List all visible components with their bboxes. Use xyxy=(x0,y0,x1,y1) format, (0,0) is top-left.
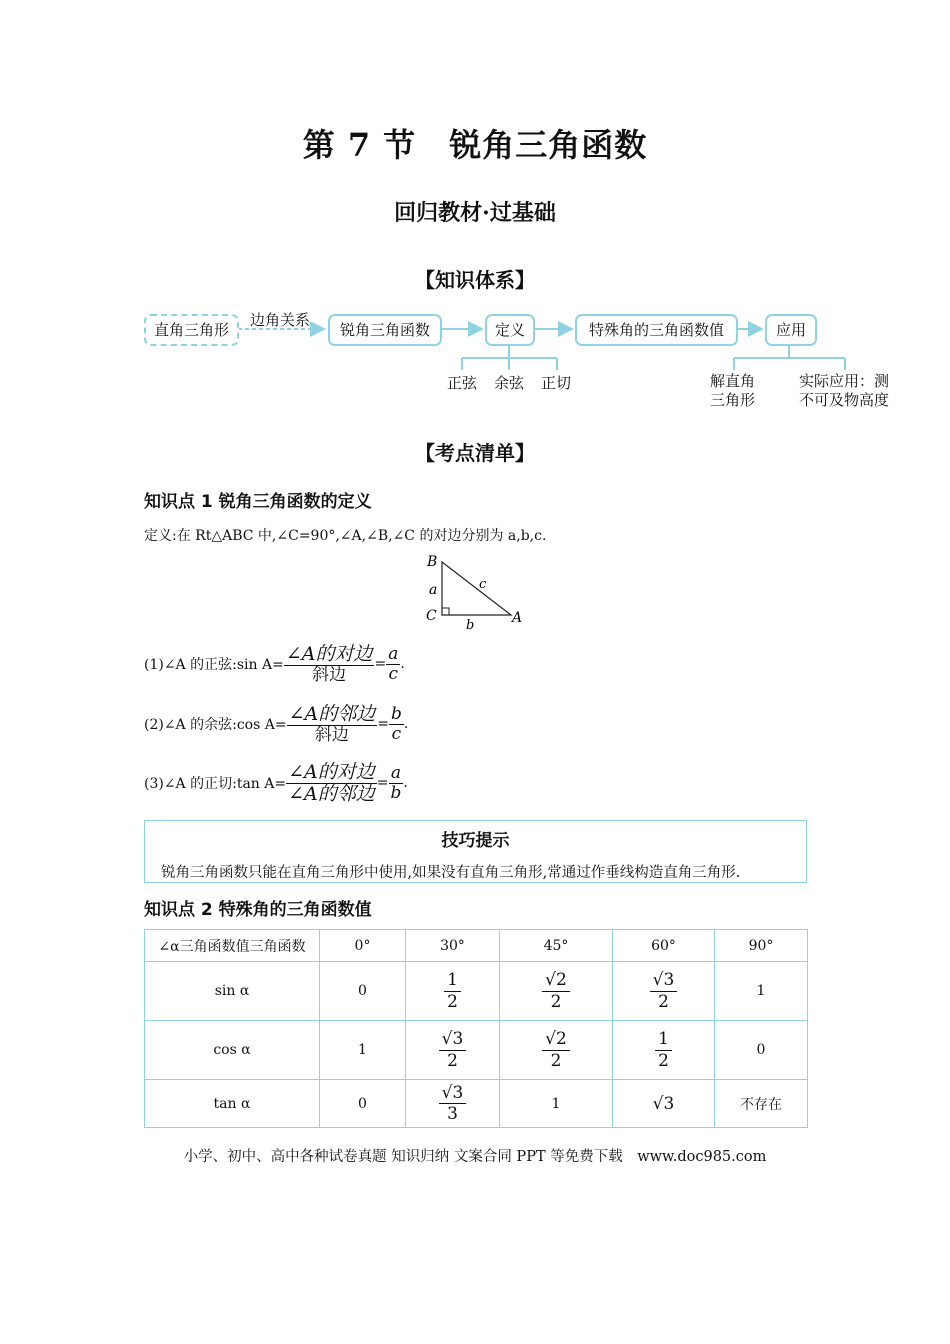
denominator: 2 xyxy=(447,991,458,1012)
leaf-line: 实际应用：测 xyxy=(799,372,890,390)
page-subtitle: 回归教材·过基础 xyxy=(394,200,556,226)
equals: = xyxy=(377,716,389,733)
numerator: ∠A的邻边 xyxy=(288,703,376,725)
label-A: A xyxy=(512,610,523,626)
node-acute-trig-functions: 锐角三角函数 xyxy=(328,314,442,346)
label-B: B xyxy=(427,554,438,570)
value-cell: 1 xyxy=(715,962,808,1021)
fraction xyxy=(386,645,400,683)
table-row-cos xyxy=(145,1021,808,1080)
denominator: 2 xyxy=(550,1050,562,1071)
value-cell: 1 xyxy=(320,1021,406,1080)
value-cell: 0 xyxy=(715,1021,808,1080)
numerator: √2 xyxy=(542,1029,570,1050)
denominator: 斜边 xyxy=(312,664,347,685)
special-angle-table xyxy=(144,929,808,1128)
formula-prefix: (3)∠A 的正切:tan A= xyxy=(144,776,287,793)
leaf-sine: 正弦 xyxy=(447,374,478,392)
denominator: 2 xyxy=(658,991,669,1012)
label-b: b xyxy=(466,618,475,632)
page-footer: 小学、初中、高中各种试卷真题 知识归纳 文案合同 PPT 等免费下载 www.doc985.com xyxy=(183,1149,767,1165)
table-corner-cell: ∠α三角函数值三角函数 xyxy=(145,930,320,962)
node-definition: 定义 xyxy=(485,314,535,346)
fraction xyxy=(389,705,404,743)
checklist-heading: 【考点清单】 xyxy=(415,441,535,465)
numerator: 1 xyxy=(655,1029,672,1050)
denominator: b xyxy=(390,782,402,803)
leaf-line: 解直角 xyxy=(710,372,756,390)
table-row-tan xyxy=(145,1080,808,1128)
fraction xyxy=(287,704,378,745)
tip-title: 技巧提示 xyxy=(441,831,510,851)
value-cell: 1 xyxy=(500,1080,613,1128)
leaf-solve-right-triangle xyxy=(710,372,755,410)
value-cell xyxy=(406,962,500,1021)
table-header-row xyxy=(145,930,808,962)
label-C: C xyxy=(426,608,437,624)
equals: = xyxy=(374,656,387,673)
tip-box xyxy=(144,820,807,883)
leaf-line: 不可及物高度 xyxy=(799,391,890,409)
denominator: ∠A的邻边 xyxy=(288,782,375,805)
edge-label-side-angle: 边角关系 xyxy=(250,311,311,329)
table-row-sin xyxy=(145,962,808,1021)
kp1-definition: 定义:在 Rt△ABC 中,∠C=90°,∠A,∠B,∠C 的对边分别为 a,b,c. xyxy=(144,528,547,544)
value-cell: √3 xyxy=(613,1080,715,1128)
function-name-cell: cos α xyxy=(145,1021,320,1080)
numerator: √3 xyxy=(650,970,678,991)
period: . xyxy=(400,656,405,673)
value-cell: 不存在 xyxy=(715,1080,808,1128)
function-name-cell: tan α xyxy=(145,1080,320,1128)
function-name-cell: sin α xyxy=(145,962,320,1021)
numerator: √3 xyxy=(439,1029,467,1050)
value-cell: 0 xyxy=(320,1080,406,1128)
period: . xyxy=(403,775,408,792)
denominator: c xyxy=(388,663,399,684)
equals: = xyxy=(376,775,389,792)
formula-prefix: (1)∠A 的正弦:sin A= xyxy=(144,657,284,674)
page-title: 第 7 节 锐角三角函数 xyxy=(302,126,648,164)
numerator: √3 xyxy=(439,1083,467,1104)
kp1-title: 知识点 1 锐角三角函数的定义 xyxy=(144,492,372,512)
value-cell xyxy=(406,1080,500,1128)
numerator: 1 xyxy=(444,970,461,991)
label-a: a xyxy=(429,582,438,598)
numerator: b xyxy=(390,704,402,725)
period: . xyxy=(403,716,409,733)
angle-header: 45° xyxy=(500,930,613,962)
kp2-title: 知识点 2 特殊角的三角函数值 xyxy=(144,900,372,920)
value-cell xyxy=(613,962,715,1021)
denominator: 斜边 xyxy=(314,724,349,745)
fraction xyxy=(389,764,404,802)
numerator: a xyxy=(390,763,402,784)
fraction xyxy=(284,644,375,685)
angle-header: 30° xyxy=(406,930,500,962)
formula-prefix: (2)∠A 的余弦:cos A= xyxy=(144,717,287,734)
denominator: 2 xyxy=(658,1050,669,1071)
node-right-triangle: 直角三角形 xyxy=(144,314,239,346)
numerator: ∠A的对边 xyxy=(285,643,373,665)
value-cell xyxy=(500,962,613,1021)
denominator: c xyxy=(391,723,402,744)
denominator: 2 xyxy=(550,991,562,1012)
leaf-cosine: 余弦 xyxy=(494,374,525,392)
angle-header: 0° xyxy=(320,930,406,962)
leaf-tangent: 正切 xyxy=(541,374,572,392)
knowledge-system-heading: 【知识体系】 xyxy=(415,268,535,292)
numerator: a xyxy=(388,644,399,665)
value-cell: 0 xyxy=(320,962,406,1021)
formula-cosine xyxy=(144,704,408,745)
leaf-practical-application xyxy=(799,372,889,410)
formula-sine xyxy=(144,644,405,685)
tip-body: 锐角三角函数只能在直角三角形中使用,如果没有直角三角形,常通过作垂线构造直角三角形. xyxy=(161,865,741,881)
node-special-angle-values: 特殊角的三角函数值 xyxy=(575,314,738,346)
numerator: √2 xyxy=(542,970,570,991)
leaf-line: 三角形 xyxy=(710,391,756,409)
right-triangle-figure xyxy=(420,552,530,632)
numerator: ∠A的对边 xyxy=(288,761,375,783)
angle-header: 90° xyxy=(715,930,808,962)
label-c: c xyxy=(479,577,487,592)
fraction xyxy=(286,762,377,805)
angle-header: 60° xyxy=(613,930,715,962)
value-cell xyxy=(500,1021,613,1080)
denominator: 2 xyxy=(447,1050,458,1071)
value-cell xyxy=(613,1021,715,1080)
denominator: 3 xyxy=(447,1104,458,1124)
node-application: 应用 xyxy=(765,314,817,346)
value-cell xyxy=(406,1021,500,1080)
formula-tangent xyxy=(144,762,408,805)
